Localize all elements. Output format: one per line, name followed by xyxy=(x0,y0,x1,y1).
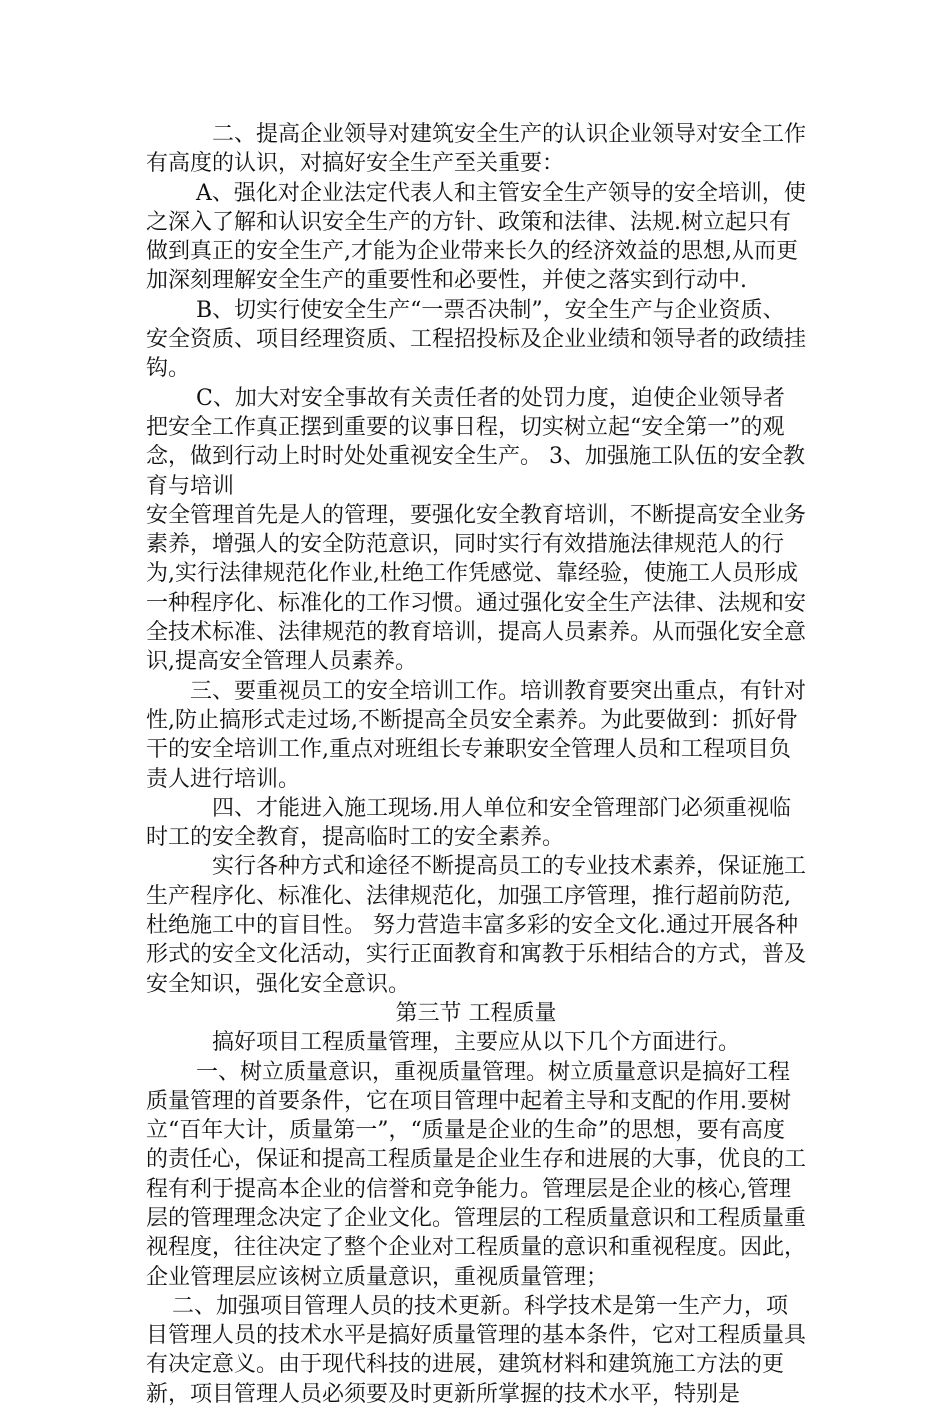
paragraph-site-entry: 四、才能进入施工现场.用人单位和安全管理部门必须重视临时工的安全教育，提高临时工的安全素养。 xyxy=(146,795,791,851)
paragraph-quality-awareness: 一、树立质量意识，重视质量管理。树立质量意识是搞好工程质量管理的首要条件，它在项目管理中起着主导和支配的作用.要树立“百年大计，质量第一”，“质量是企业的生命”的思想，要有高度的责任心，保证和提高工程质量是企业生存和进展的大事，优良的工程有利于提高本企业的信誉和竞争能力。管理层是企业的核心,管理层的管理理念决定了企业文化。管理层的工程质量意识和工程质量重视程度，往往决定了整个企业对工程质量的意识和重视程度。因此，企业管理层应该树立质量意识，重视质量管理； xyxy=(146,1059,807,1290)
paragraph-staff-training: 三、要重视员工的安全培训工作。培训教育要突出重点，有针对性,防止搞形式走过场,不断提高全员安全素养。为此要做到：抓好骨干的安全培训工作,重点对班组长专兼职安全管理人员和工程项目负责人进行培训。 xyxy=(146,678,807,792)
section-heading: 第三节 工程质量 xyxy=(395,1000,557,1026)
paragraph-item-b: B、切实行使安全生产“一票否决制”，安全生产与企业资质、安全资质、项目经理资质、工程招投标及企业业绩和领导者的政绩挂钩。 xyxy=(146,297,807,382)
paragraph-leadership-awareness: 二、提高企业领导对建筑安全生产的认识企业领导对安全工作有高度的认识，对搞好安全生产至关重要： xyxy=(146,122,807,177)
paragraph-quality-intro: 搞好项目工程质量管理，主要应从以下几个方面进行。 xyxy=(212,1030,741,1056)
document-page xyxy=(146,120,806,1409)
paragraph-skills-culture: 实行各种方式和途径不断提高员工的专业技术素养，保证施工生产程序化、标准化、法律规范化，加强工序管理，推行超前防范,杜绝施工中的盲目性。 努力营造丰富多彩的安全文化.通过开展各种形式的安全文化活动，实行正面教育和寓教于乐相结合的方式，普及安全知识，强化安全意识。 xyxy=(146,854,807,997)
paragraph-item-a: A、强化对企业法定代表人和主管安全生产领导的安全培训，使之深入了解和认识安全生产的方针、政策和法律、法规.树立起只有做到真正的安全生产,才能为企业带来长久的经济效益的思想,从而更加深刻理解安全生产的重要性和必要性，并使之落实到行动中. xyxy=(146,180,806,294)
paragraph-technical-update: 二、加强项目管理人员的技术更新。科学技术是第一生产力，项目管理人员的技术水平是搞好质量管理的基本条件，它对工程质量具有决定意义。由于现代科技的进展，建筑材料和建筑施工方法的更新，项目管理人员必须要及时更新所掌握的技术水平，特别是 xyxy=(146,1293,807,1407)
paragraph-safety-management: 安全管理首先是人的管理，要强化安全教育培训，不断提高安全业务素养，增强人的安全防范意识，同时实行有效措施法律规范人的行为,实行法律规范化作业,杜绝工作凭感觉、靠经验，使施工人员形成一种程序化、标准化的工作习惯。通过强化安全生产法律、法规和安全技术标准、法律规范的教育培训，提高人员素养。从而强化安全意识,提高安全管理人员素养。 xyxy=(146,502,807,675)
paragraph-item-c: C、加大对安全事故有关责任者的处罚力度，迫使企业领导者把安全工作真正摆到重要的议事日程，切实树立起“安全第一”的观念，做到行动上时时处处重视安全生产。 3、加强施工队伍的安全教育与培训 xyxy=(146,385,805,499)
